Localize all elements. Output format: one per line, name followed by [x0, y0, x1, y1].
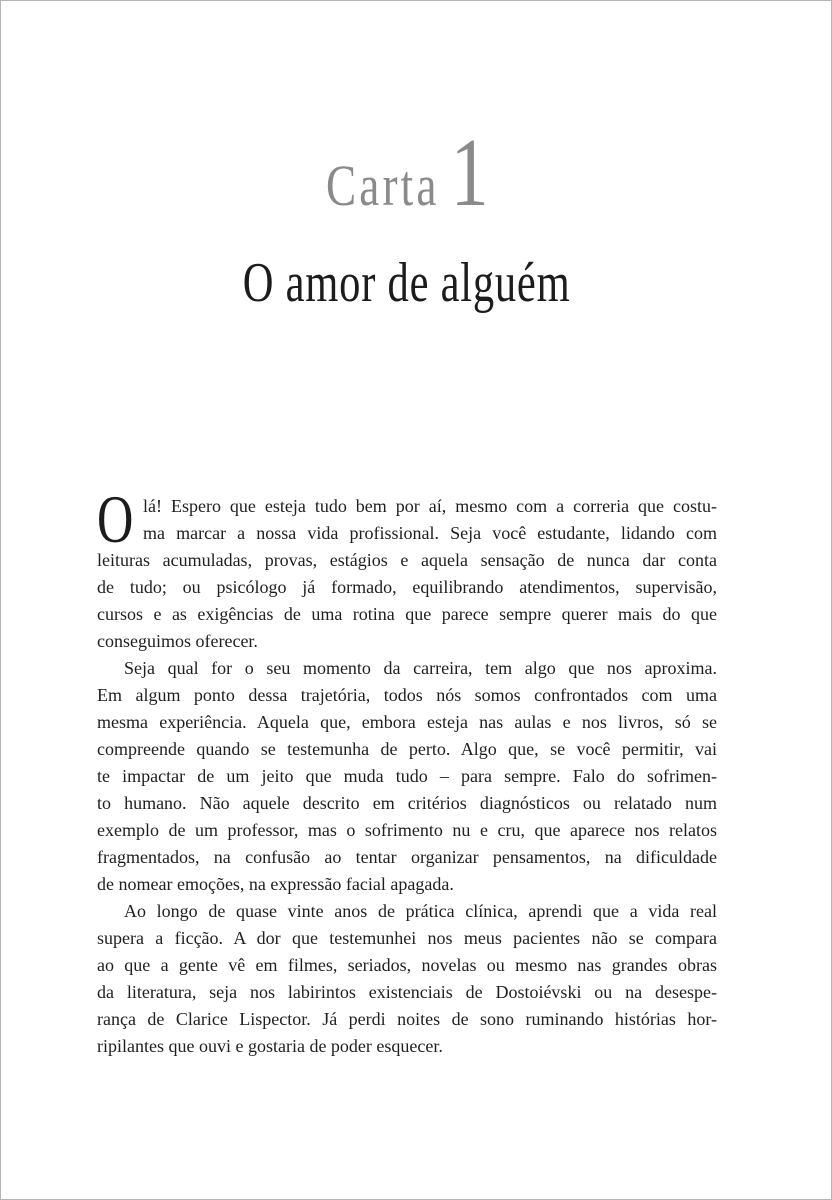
text-line: Ao longo de quase vinte anos de prática clínica, aprendi que a vida real — [124, 901, 717, 921]
text-line: conseguimos oferecer. — [97, 631, 258, 651]
text-line: Em algum ponto dessa trajetória, todos nós somos confrontados com uma — [97, 685, 717, 705]
paragraph — [97, 655, 717, 898]
text-line: exemplo de um professor, mas o sofrimento nu e cru, que aparece nos relatos — [97, 820, 717, 840]
text-line: de nomear emoções, na expressão facial apagada. — [97, 874, 454, 894]
drop-cap: O — [97, 481, 134, 557]
chapter-title-text: O amor de alguém — [243, 252, 571, 314]
chapter-word: Carta — [325, 153, 440, 218]
text-line: da literatura, seja nos labirintos existenciais de Dostoiévski ou na desespe- — [97, 982, 717, 1002]
text-line: supera a ficção. A dor que testemunhei nos meus pacientes não se compara — [97, 928, 717, 948]
text-line: lá! Espero que esteja tudo bem por aí, mesmo com a correria que costu- — [143, 496, 717, 516]
text-line: compreende quando se testemunha de perto. Algo que, se você permitir, vai — [97, 739, 717, 759]
text-line: ripilantes que ouvi e gostaria de poder esquecer. — [97, 1036, 443, 1056]
text-line: cursos e as exigências de uma rotina que parece sempre querer mais do que — [97, 604, 717, 624]
text-line: ao que a gente vê em filmes, seriados, novelas ou mesmo nas grandes obras — [97, 955, 717, 975]
text-line: de tudo; ou psicólogo já formado, equilibrando atendimentos, supervisão, — [97, 577, 717, 597]
paragraph — [97, 898, 717, 1060]
text-line: fragmentados, na confusão ao tentar organizar pensamentos, na dificuldade — [97, 847, 717, 867]
chapter-number: 1 — [450, 119, 489, 227]
paragraph — [97, 481, 717, 655]
text-line: rança de Clarice Lispector. Já perdi noites de sono ruminando histórias hor- — [97, 1009, 717, 1029]
chapter-title — [97, 251, 717, 315]
text-line: Seja qual for o seu momento da carreira, tem algo que nos aproxima. — [124, 658, 717, 678]
chapter-label — [97, 119, 717, 227]
text-line: te impactar de um jeito que muda tudo – para sempre. Falo do sofrimen- — [97, 766, 717, 786]
chapter-label-text — [325, 119, 489, 251]
text-line: mesma experiência. Aquela que, embora esteja nas aulas e nos livros, só se — [97, 712, 717, 732]
text-line: ma marcar a nossa vida profissional. Seja você estudante, lidando com — [143, 523, 717, 543]
body-text — [97, 481, 717, 1060]
text-line: leituras acumuladas, provas, estágios e aquela sensação de nunca dar conta — [97, 550, 717, 570]
text-line: to humano. Não aquele descrito em critérios diagnósticos ou relatado num — [97, 793, 717, 813]
